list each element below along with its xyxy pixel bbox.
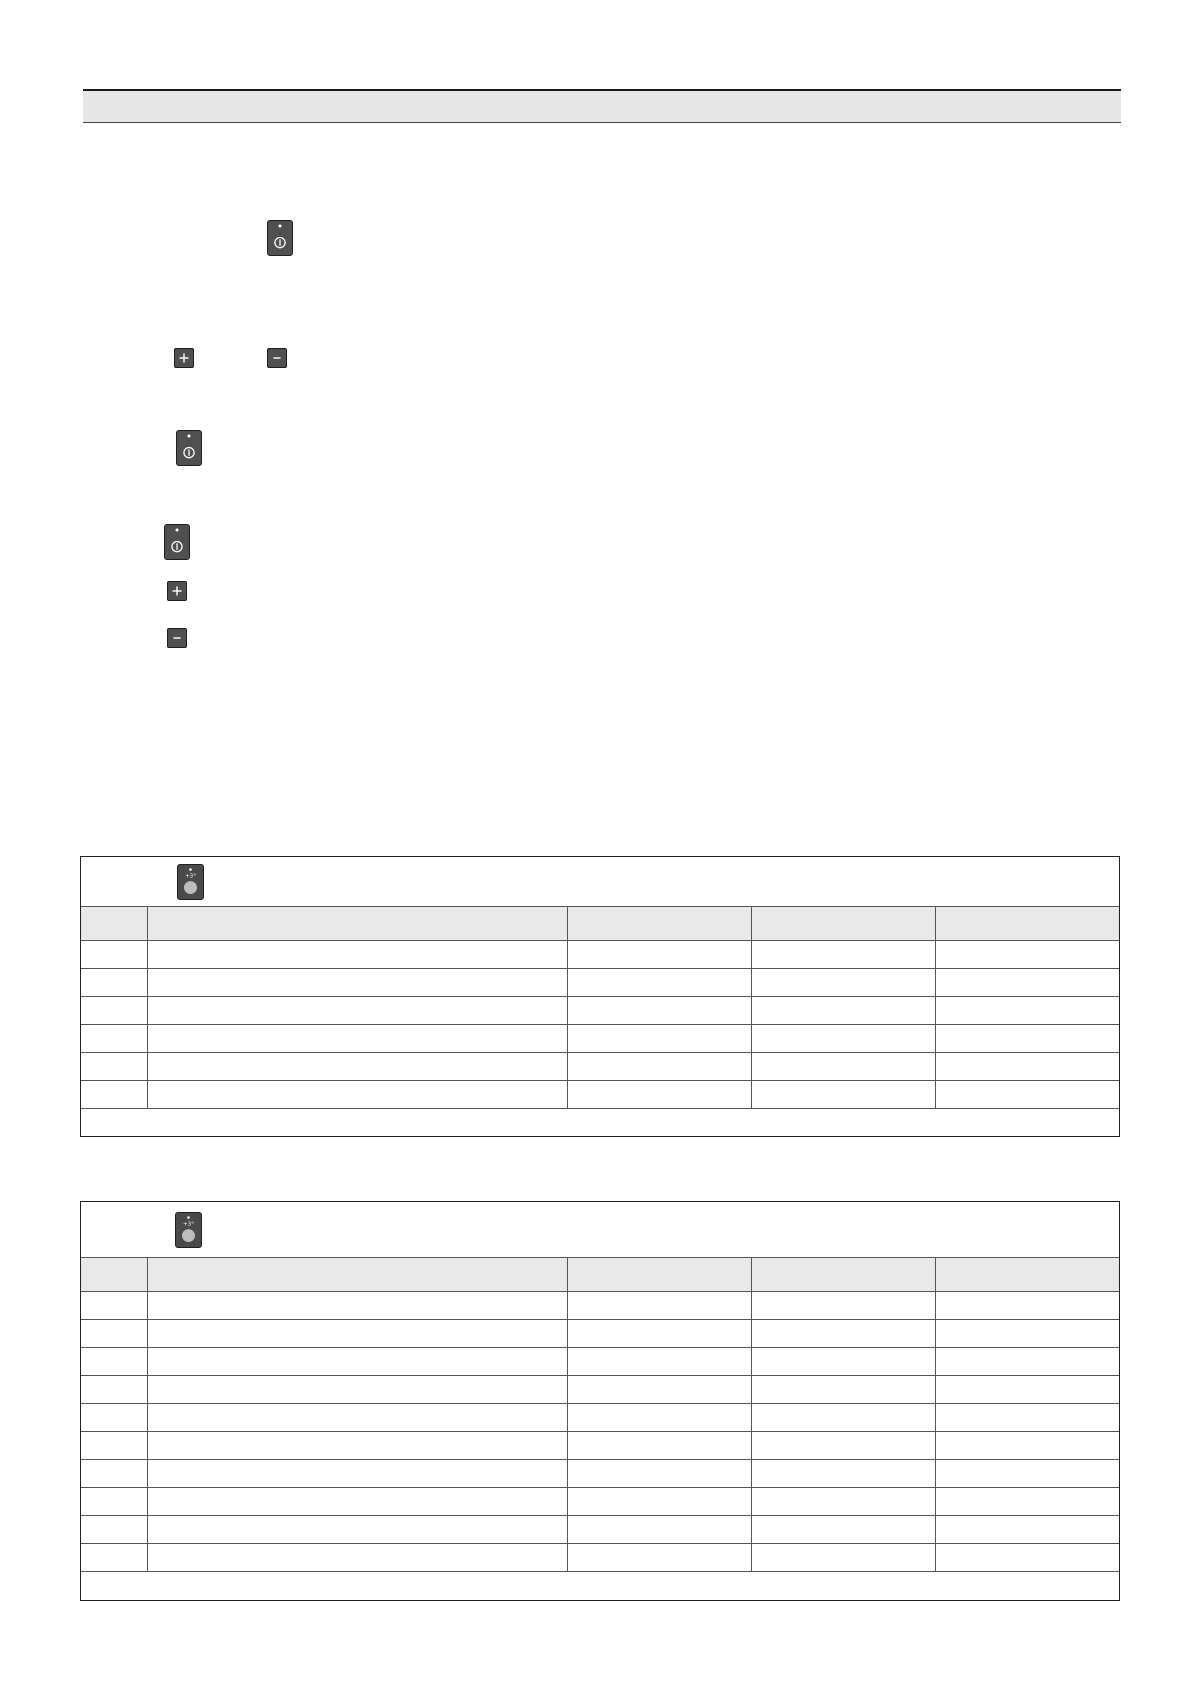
table-cell: [935, 1403, 1119, 1431]
table-row: [81, 1347, 1119, 1375]
table-cell: [751, 1052, 935, 1080]
intensive-boost-button-icon: [175, 1212, 202, 1248]
table-cell: [567, 1291, 751, 1319]
column-header: [935, 1257, 1119, 1291]
table-cell: [567, 1403, 751, 1431]
table-cell: [935, 1459, 1119, 1487]
table-cell: [567, 1375, 751, 1403]
power-button-icon: [164, 524, 190, 560]
program-table-1: [80, 856, 1120, 1137]
column-header: [567, 906, 751, 940]
table-cell: [935, 1375, 1119, 1403]
table-cell: [147, 1543, 567, 1571]
table-row: [81, 1403, 1119, 1431]
table-cell: [81, 1515, 147, 1543]
table-cell: [751, 996, 935, 1024]
table-cell: [147, 968, 567, 996]
table-cell: [147, 1403, 567, 1431]
table-row: [81, 1080, 1119, 1108]
table-cell: [81, 1080, 147, 1108]
table-cell: [147, 1459, 567, 1487]
table-cell: [147, 1375, 567, 1403]
table-cell: [751, 1403, 935, 1431]
table-cell: [935, 1515, 1119, 1543]
table-cell: [81, 996, 147, 1024]
table-cell: [935, 996, 1119, 1024]
table-cell: [751, 968, 935, 996]
table-cell: [147, 1431, 567, 1459]
table-row: [81, 1431, 1119, 1459]
table-cell: [81, 1319, 147, 1347]
table-cell: [147, 1080, 567, 1108]
table-cell: [81, 1543, 147, 1571]
column-header: [147, 1257, 567, 1291]
table-row: [81, 1319, 1119, 1347]
table-footnote: [81, 1571, 1119, 1600]
svg-text:+3°: +3°: [183, 1221, 194, 1228]
table-cell: [751, 940, 935, 968]
table-cell: [567, 1347, 751, 1375]
table-cell: [935, 1291, 1119, 1319]
table-cell: [935, 1487, 1119, 1515]
table-cell: [567, 1052, 751, 1080]
table-cell: [935, 968, 1119, 996]
table-row: [81, 1515, 1119, 1543]
table-cell: [751, 1291, 935, 1319]
table-cell: [147, 996, 567, 1024]
table-cell: [81, 1459, 147, 1487]
table-row: [81, 1024, 1119, 1052]
table-cell: [147, 1291, 567, 1319]
minus-button-icon: [267, 348, 287, 368]
table-cell: [147, 1487, 567, 1515]
power-button-icon: [176, 430, 202, 466]
table-cell: [567, 1487, 751, 1515]
table-cell: [567, 1459, 751, 1487]
program-table-2: [80, 1201, 1120, 1601]
table-row: [81, 1543, 1119, 1571]
table-cell: [81, 1487, 147, 1515]
table-cell: [751, 1080, 935, 1108]
table-cell: [81, 1375, 147, 1403]
power-button-icon: [267, 220, 293, 256]
table-cell: [567, 1431, 751, 1459]
table-cell: [81, 1291, 147, 1319]
table-cell: [81, 1431, 147, 1459]
table-cell: [935, 1024, 1119, 1052]
table-cell: [935, 940, 1119, 968]
table-cell: [567, 1543, 751, 1571]
section-header-bar: [83, 89, 1121, 123]
table-icon-cell: [81, 1202, 1119, 1257]
column-header: [567, 1257, 751, 1291]
table-cell: [147, 1024, 567, 1052]
table-cell: [567, 996, 751, 1024]
table-cell: [935, 1431, 1119, 1459]
svg-text:+3°: +3°: [185, 873, 196, 880]
table-cell: [935, 1347, 1119, 1375]
column-header: [81, 1257, 147, 1291]
column-header: [81, 906, 147, 940]
table-footnote: [81, 1108, 1119, 1136]
table-cell: [567, 940, 751, 968]
table-row: [81, 1487, 1119, 1515]
table-row: [81, 968, 1119, 996]
table-row: [81, 996, 1119, 1024]
table-cell: [751, 1347, 935, 1375]
table-cell: [751, 1431, 935, 1459]
table-cell: [751, 1024, 935, 1052]
table-row: [81, 1291, 1119, 1319]
table-cell: [751, 1459, 935, 1487]
table-cell: [81, 1052, 147, 1080]
table-cell: [567, 968, 751, 996]
table-cell: [751, 1487, 935, 1515]
plus-button-icon: [167, 581, 187, 601]
table-cell: [751, 1515, 935, 1543]
table-cell: [147, 1319, 567, 1347]
table-cell: [81, 1024, 147, 1052]
table-cell: [147, 940, 567, 968]
table-cell: [935, 1319, 1119, 1347]
table-cell: [567, 1515, 751, 1543]
table-row: [81, 1459, 1119, 1487]
table-row: [81, 940, 1119, 968]
column-header: [751, 1257, 935, 1291]
table-cell: [567, 1319, 751, 1347]
table-cell: [147, 1515, 567, 1543]
table-cell: [567, 1080, 751, 1108]
table-cell: [81, 940, 147, 968]
table-cell: [81, 1403, 147, 1431]
table-cell: [81, 1347, 147, 1375]
table-cell: [751, 1375, 935, 1403]
table-cell: [751, 1319, 935, 1347]
table-cell: [81, 968, 147, 996]
table-icon-cell: [81, 857, 1119, 906]
table-cell: [147, 1347, 567, 1375]
table-row: [81, 1375, 1119, 1403]
table-row: [81, 1052, 1119, 1080]
table-cell: [567, 1024, 751, 1052]
plus-button-icon: [174, 348, 194, 368]
column-header: [935, 906, 1119, 940]
table-cell: [935, 1052, 1119, 1080]
minus-button-icon: [167, 628, 187, 648]
table-cell: [147, 1052, 567, 1080]
table-cell: [751, 1543, 935, 1571]
table-cell: [935, 1080, 1119, 1108]
table-cell: [935, 1543, 1119, 1571]
column-header: [751, 906, 935, 940]
intensive-boost-button-icon: [177, 864, 204, 900]
column-header: [147, 906, 567, 940]
